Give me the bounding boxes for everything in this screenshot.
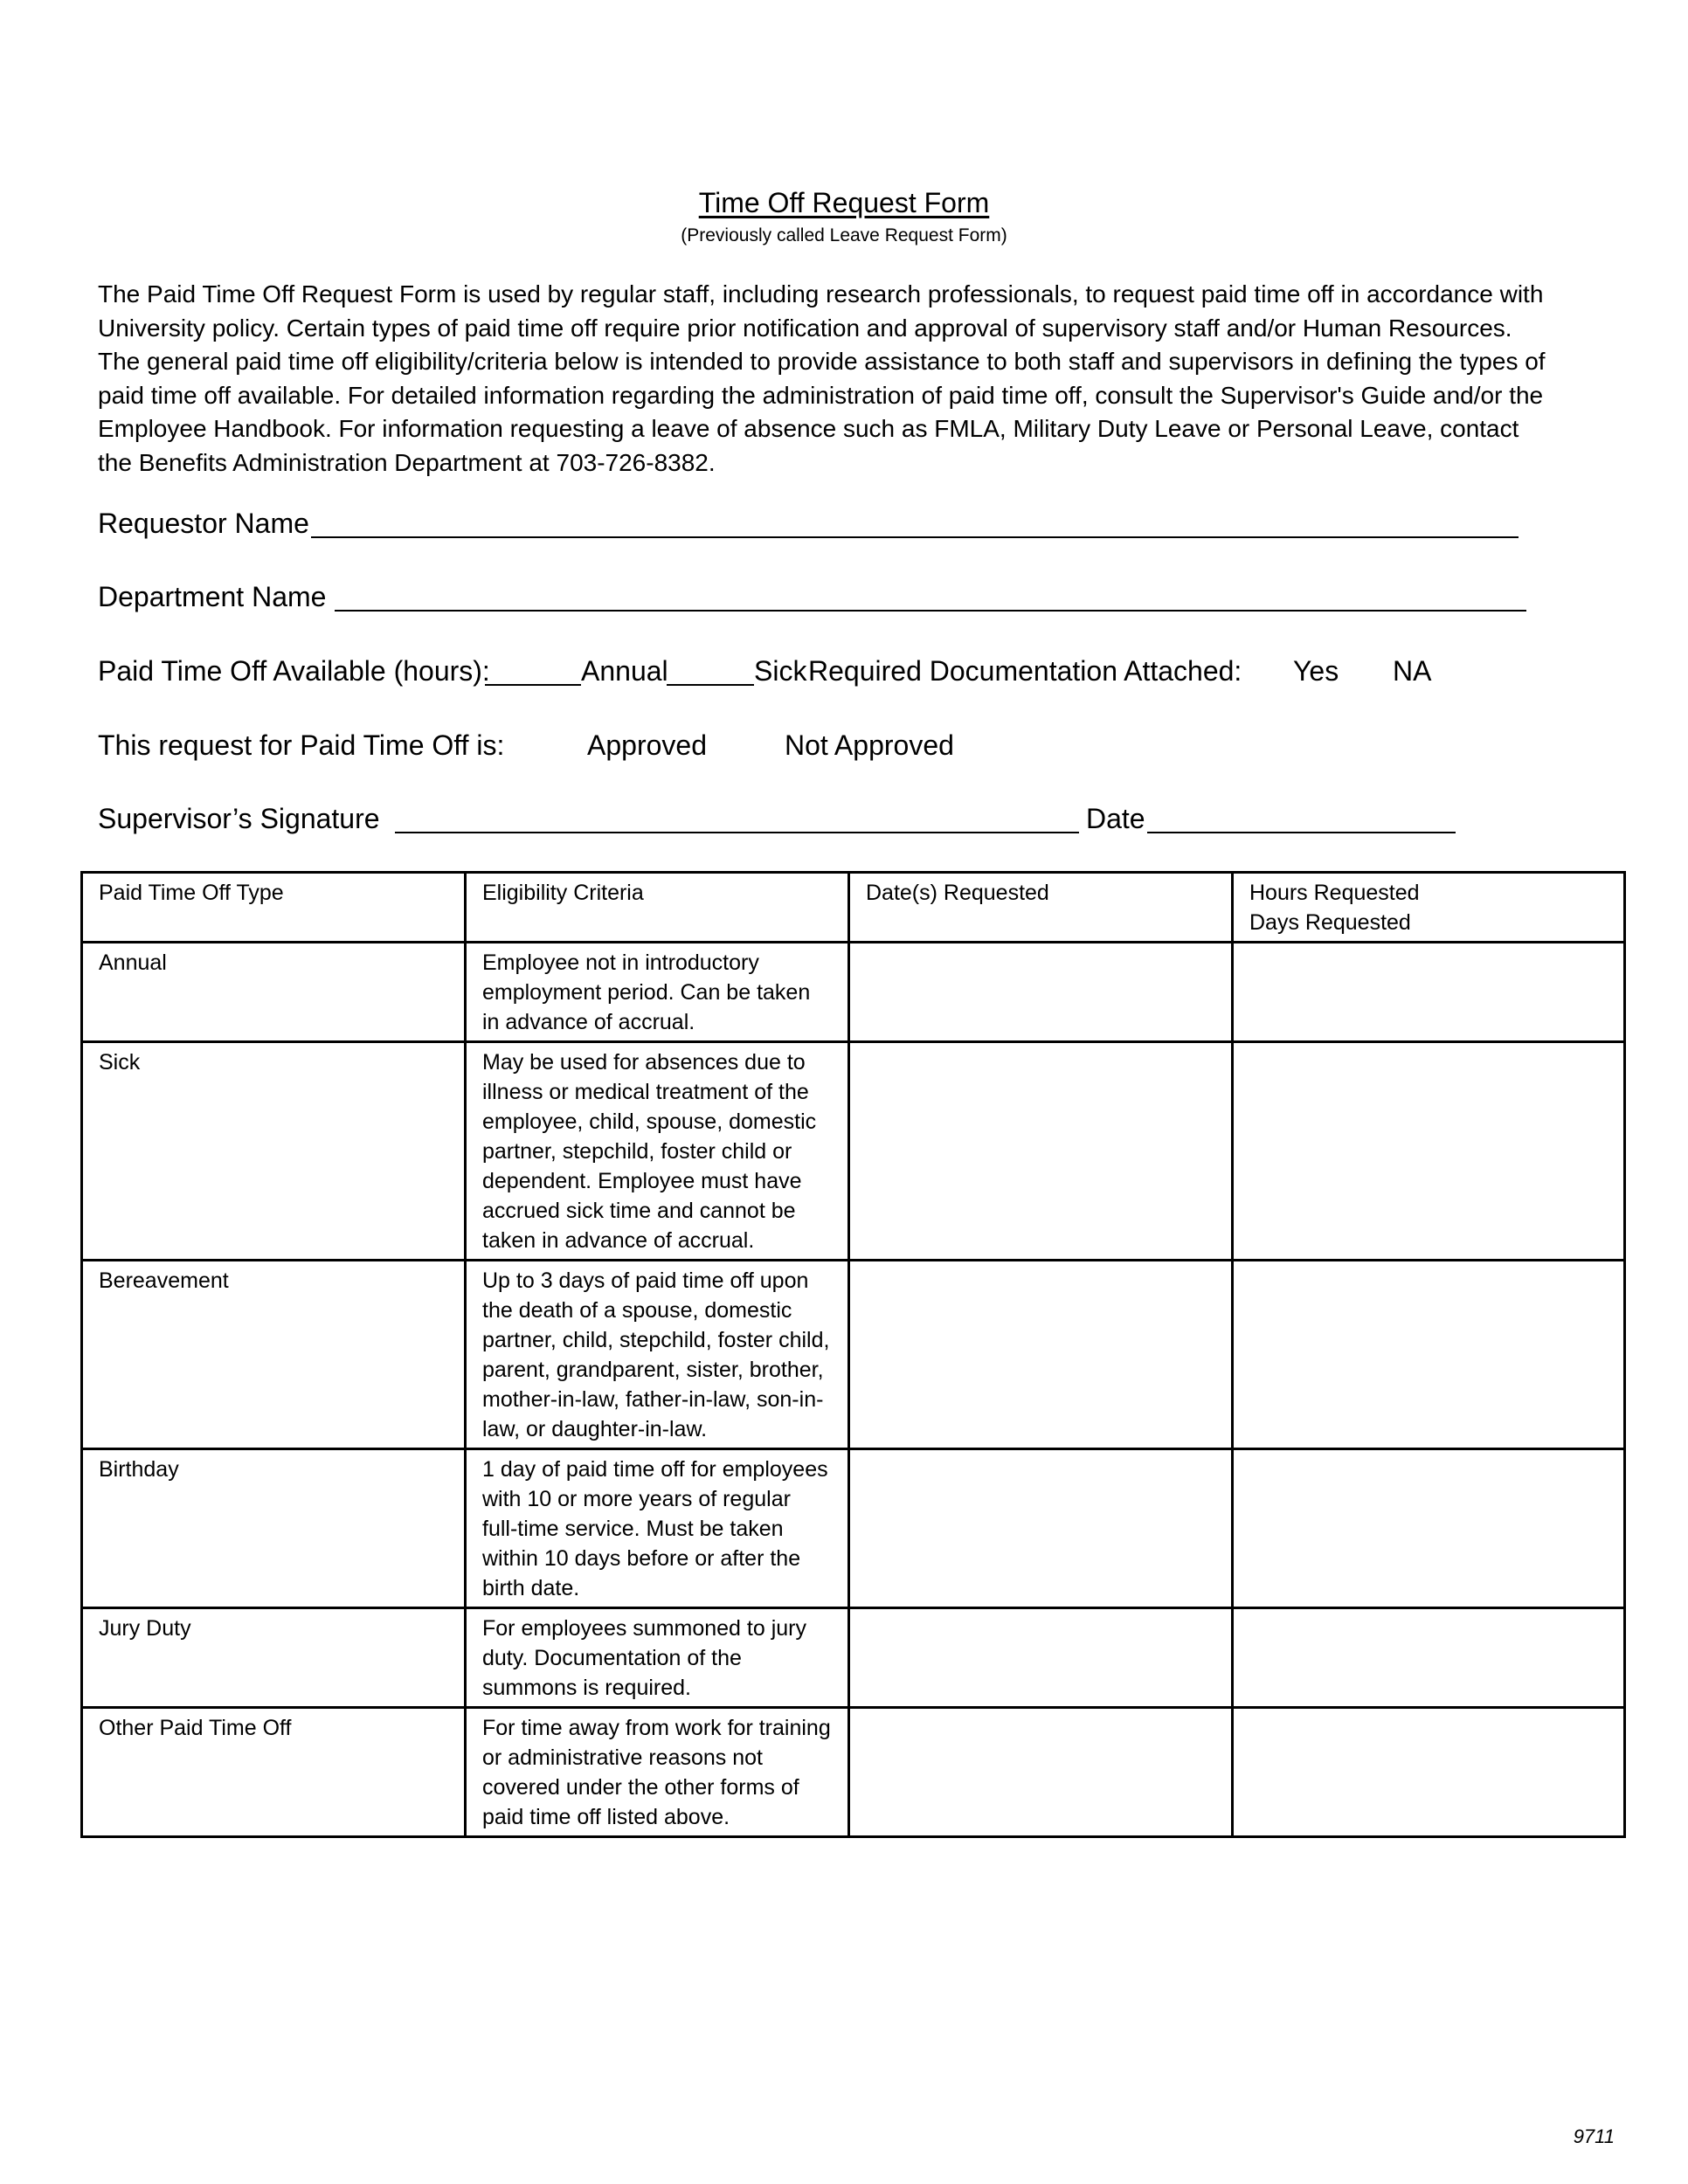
- documentation-label: Required Documentation Attached:: [808, 655, 1242, 687]
- request-status-row: [98, 728, 504, 763]
- header-hours-days-requested: [1233, 873, 1625, 943]
- table-header-row: [82, 873, 1625, 943]
- form-subtitle: (Previously called Leave Request Form): [681, 225, 1007, 245]
- date-label: Date: [1086, 803, 1145, 834]
- pto-type-cell: Jury Duty: [82, 1608, 466, 1708]
- hours-days-requested-cell[interactable]: [1233, 1608, 1625, 1708]
- header-hours-requested: Hours Requested: [1249, 881, 1420, 905]
- not-approved-option[interactable]: Not Approved: [785, 729, 954, 761]
- documentation-na-option[interactable]: NA: [1393, 655, 1432, 687]
- header-days-requested: Days Requested: [1249, 910, 1411, 935]
- eligibility-criteria-cell: Up to 3 days of paid time off upon the death of a spouse, domestic partner, child, stepchild, foster child, parent, grandparent, sister, brother, mother-in-law, father-in-law, son-in-law, or daughter-in-law.: [466, 1261, 849, 1449]
- hours-days-requested-cell[interactable]: [1233, 1042, 1625, 1261]
- dates-requested-cell[interactable]: [849, 1449, 1233, 1608]
- supervisor-signature-field[interactable]: [395, 832, 1079, 833]
- pto-type-cell: Other Paid Time Off: [82, 1708, 466, 1837]
- supervisor-signature-label: Supervisor’s Signature: [98, 803, 380, 834]
- dates-requested-cell[interactable]: [849, 1708, 1233, 1837]
- table-row: [82, 1708, 1625, 1837]
- dates-requested-cell[interactable]: [849, 1042, 1233, 1261]
- table-row: [82, 1608, 1625, 1708]
- eligibility-criteria-cell: 1 day of paid time off for employees with 10 or more years of regular full-time service. Must be taken within 10 days before or after the birth date.: [466, 1449, 849, 1608]
- department-name-field[interactable]: [335, 610, 1526, 612]
- documentation-yes-option[interactable]: Yes: [1293, 655, 1339, 687]
- requestor-name-label: Requestor Name: [98, 508, 309, 539]
- table-row: [82, 1449, 1625, 1608]
- pto-type-table: [80, 871, 1626, 1838]
- form-title: Time Off Request Form: [698, 187, 990, 218]
- signature-row: [98, 801, 380, 836]
- pto-type-cell: Birthday: [82, 1449, 466, 1608]
- requestor-name-row: [98, 506, 309, 541]
- sick-hours-label: Sick: [754, 655, 807, 687]
- table-row: [82, 1042, 1625, 1261]
- eligibility-criteria-cell: Employee not in introductory employment period. Can be taken in advance of accrual.: [466, 943, 849, 1042]
- pto-type-cell: Annual: [82, 943, 466, 1042]
- department-name-row: [98, 579, 326, 614]
- pto-available-row: [98, 653, 490, 688]
- approved-option[interactable]: Approved: [587, 729, 707, 761]
- requestor-name-field[interactable]: [311, 536, 1519, 538]
- annual-hours-label: Annual: [581, 655, 668, 687]
- annual-hours-field[interactable]: [485, 684, 581, 686]
- dates-requested-cell[interactable]: [849, 943, 1233, 1042]
- pto-available-label: Paid Time Off Available (hours):: [98, 655, 490, 687]
- header-pto-type: Paid Time Off Type: [82, 873, 466, 943]
- pto-type-cell: Sick: [82, 1042, 466, 1261]
- form-number: 9711: [1573, 2125, 1615, 2147]
- hours-days-requested-cell[interactable]: [1233, 1708, 1625, 1837]
- request-status-label: This request for Paid Time Off is:: [98, 729, 505, 761]
- header-eligibility-criteria: Eligibility Criteria: [466, 873, 849, 943]
- department-name-label: Department Name: [98, 581, 327, 612]
- header-dates-requested: Date(s) Requested: [849, 873, 1233, 943]
- signature-date-field[interactable]: [1147, 832, 1456, 833]
- eligibility-criteria-cell: For employees summoned to jury duty. Documentation of the summons is required.: [466, 1608, 849, 1708]
- eligibility-criteria-cell: For time away from work for training or administrative reasons not covered under the other forms of paid time off listed above.: [466, 1708, 849, 1837]
- hours-days-requested-cell[interactable]: [1233, 1449, 1625, 1608]
- hours-days-requested-cell[interactable]: [1233, 943, 1625, 1042]
- pto-type-cell: Bereavement: [82, 1261, 466, 1449]
- dates-requested-cell[interactable]: [849, 1608, 1233, 1708]
- table-row: [82, 943, 1625, 1042]
- dates-requested-cell[interactable]: [849, 1261, 1233, 1449]
- table-row: [82, 1261, 1625, 1449]
- eligibility-criteria-cell: May be used for absences due to illness or medical treatment of the employee, child, spouse, domestic partner, stepchild, foster child or dependent. Employee must have accrued sick time and cannot be taken in advance of accrual.: [466, 1042, 849, 1261]
- sick-hours-field[interactable]: [667, 684, 754, 686]
- intro-paragraph: The Paid Time Off Request Form is used by regular staff, including research professionals, to request paid time off in accordance with University policy. Certain types of paid time off require prior notification and approval of supervisory staff and/or Human Resources. The general paid time off eligibility/criteria below is intended to provide assistance to both staff and supervisors in defining the types of paid time off available. For detailed information regarding the administration of paid time off, consult the Supervisor's Guide and/or the Employee Handbook. For information requesting a leave of absence such as FMLA, Military Duty Leave or Personal Leave, contact the Benefits Administration Department at 703-726-8382.: [98, 280, 1546, 476]
- hours-days-requested-cell[interactable]: [1233, 1261, 1625, 1449]
